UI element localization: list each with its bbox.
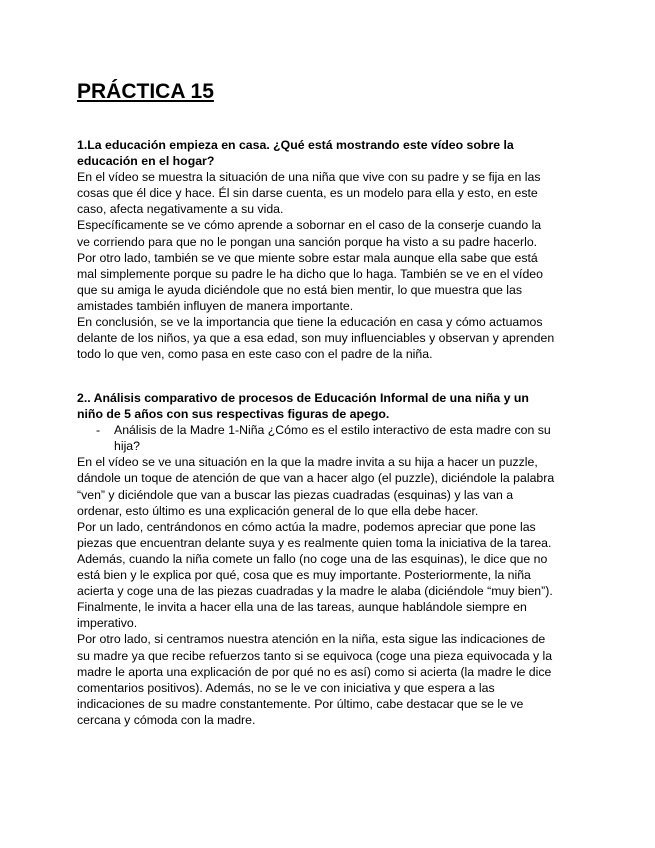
body-line: Además, cuando la niña comete un fallo (no coge una de las esquinas), le dice que no xyxy=(77,551,548,566)
body-line: piezas que encuentran delante suya y es realmente quien toma la iniciativa de la tarea. xyxy=(77,535,552,550)
body-line: su madre ya que recibe refuerzos tanto si se equivoca (coge una pieza equivocada y la xyxy=(77,648,553,663)
section-1-body xyxy=(77,169,577,362)
body-line: cosas que él dice y hace. Él sin darse cuenta, es un modelo para ella y esto, en este xyxy=(77,186,538,201)
body-line: Por un lado, centrándonos en cómo actúa la madre, podemos apreciar que pone las xyxy=(77,519,536,534)
body-line: todo lo que ven, como pasa en este caso con el padre de la niña. xyxy=(77,347,433,362)
body-line: ordenar, esto último es una explicación general de lo que ella debe hacer. xyxy=(77,503,479,518)
body-line: imperativo. xyxy=(77,616,138,631)
body-line: acierta y coge una de las piezas cuadradas y la madre le alaba (diciéndole “muy bien”). xyxy=(77,584,553,599)
body-line: En conclusión, se ve la importancia que tiene la educación en casa y cómo actuamos xyxy=(77,315,543,330)
heading-line: 2.. Análisis comparativo de procesos de Educación Informal de una niña y un xyxy=(77,391,529,405)
body-line: En el vídeo se muestra la situación de una niña que vive con su padre y se fija en las xyxy=(77,170,541,185)
body-line: ve corriendo para que no le pongan una sanción porque ha visto a su padre hacerlo. xyxy=(77,234,538,249)
body-line: “ven” y diciéndole que van a buscar las piezas cuadradas (esquinas) y las van a xyxy=(77,487,514,502)
section-2-heading xyxy=(77,390,577,422)
bullet-line: hija? xyxy=(114,439,140,454)
body-line: dándole un toque de atención de que van a hacer algo (el puzzle), diciéndole la palabra xyxy=(77,471,555,486)
body-line: delante de los niños, ya que a esa edad, son muy influenciables y observan y aprenden xyxy=(77,331,555,346)
body-line: caso, afecta negativamente a su vida. xyxy=(77,202,284,217)
section-2-body xyxy=(77,454,577,728)
body-line: que su amiga le ayuda diciéndole que no está bien mentir, lo que muestra que las xyxy=(77,282,523,297)
heading-line: 1.La educación empieza en casa. ¿Qué está mostrando este vídeo sobre la xyxy=(77,138,514,152)
body-line: Por otro lado, si centramos nuestra atención en la niña, esta sigue las indicaciones de xyxy=(77,632,546,647)
body-line: indicaciones de su madre constantemente. Por último, cabe destacar que se le ve xyxy=(77,696,524,711)
body-line: cercana y cómoda con la madre. xyxy=(77,712,256,727)
body-line: comentarios positivos). Además, no se le ve con iniciativa y que espera a las xyxy=(77,680,495,695)
body-line: mal simplemente porque su padre le ha dicho que lo haga. También se ve en el vídeo xyxy=(77,266,543,281)
body-line: madre le aporta una explicación de por qué no es así) como si acierta (la madre le dice xyxy=(77,664,552,679)
body-line: está bien y le explica por qué, cosa que es muy importante. Posteriormente, la niña xyxy=(77,568,531,583)
body-line: Finalmente, le invita a hacer ella una de las tareas, aunque hablándole siempre en xyxy=(77,600,527,615)
bullet-marker: - xyxy=(96,423,101,438)
body-line: En el vídeo se ve una situación en la que la madre invita a su hija a hacer un puzzle, xyxy=(77,455,538,470)
body-line: Específicamente se ve cómo aprende a sobornar en el caso de la conserje cuando la xyxy=(77,218,542,233)
bullet-line: Análisis de la Madre 1-Niña ¿Cómo es el estilo interactivo de esta madre con su xyxy=(114,423,551,438)
section-1-heading xyxy=(77,137,577,169)
section-2 xyxy=(77,390,577,728)
heading-line: niño de 5 años con sus respectivas figuras de apego. xyxy=(77,407,390,422)
section-1 xyxy=(77,137,577,362)
bullet-item xyxy=(77,422,577,454)
body-line: amistades también influyen de manera importante. xyxy=(77,298,354,313)
heading-line: educación en el hogar? xyxy=(77,154,215,169)
document-title: PRÁCTICA 15 xyxy=(77,80,214,103)
body-line: Por otro lado, también se ve que miente sobre estar mala aunque ella sabe que está xyxy=(77,250,538,265)
